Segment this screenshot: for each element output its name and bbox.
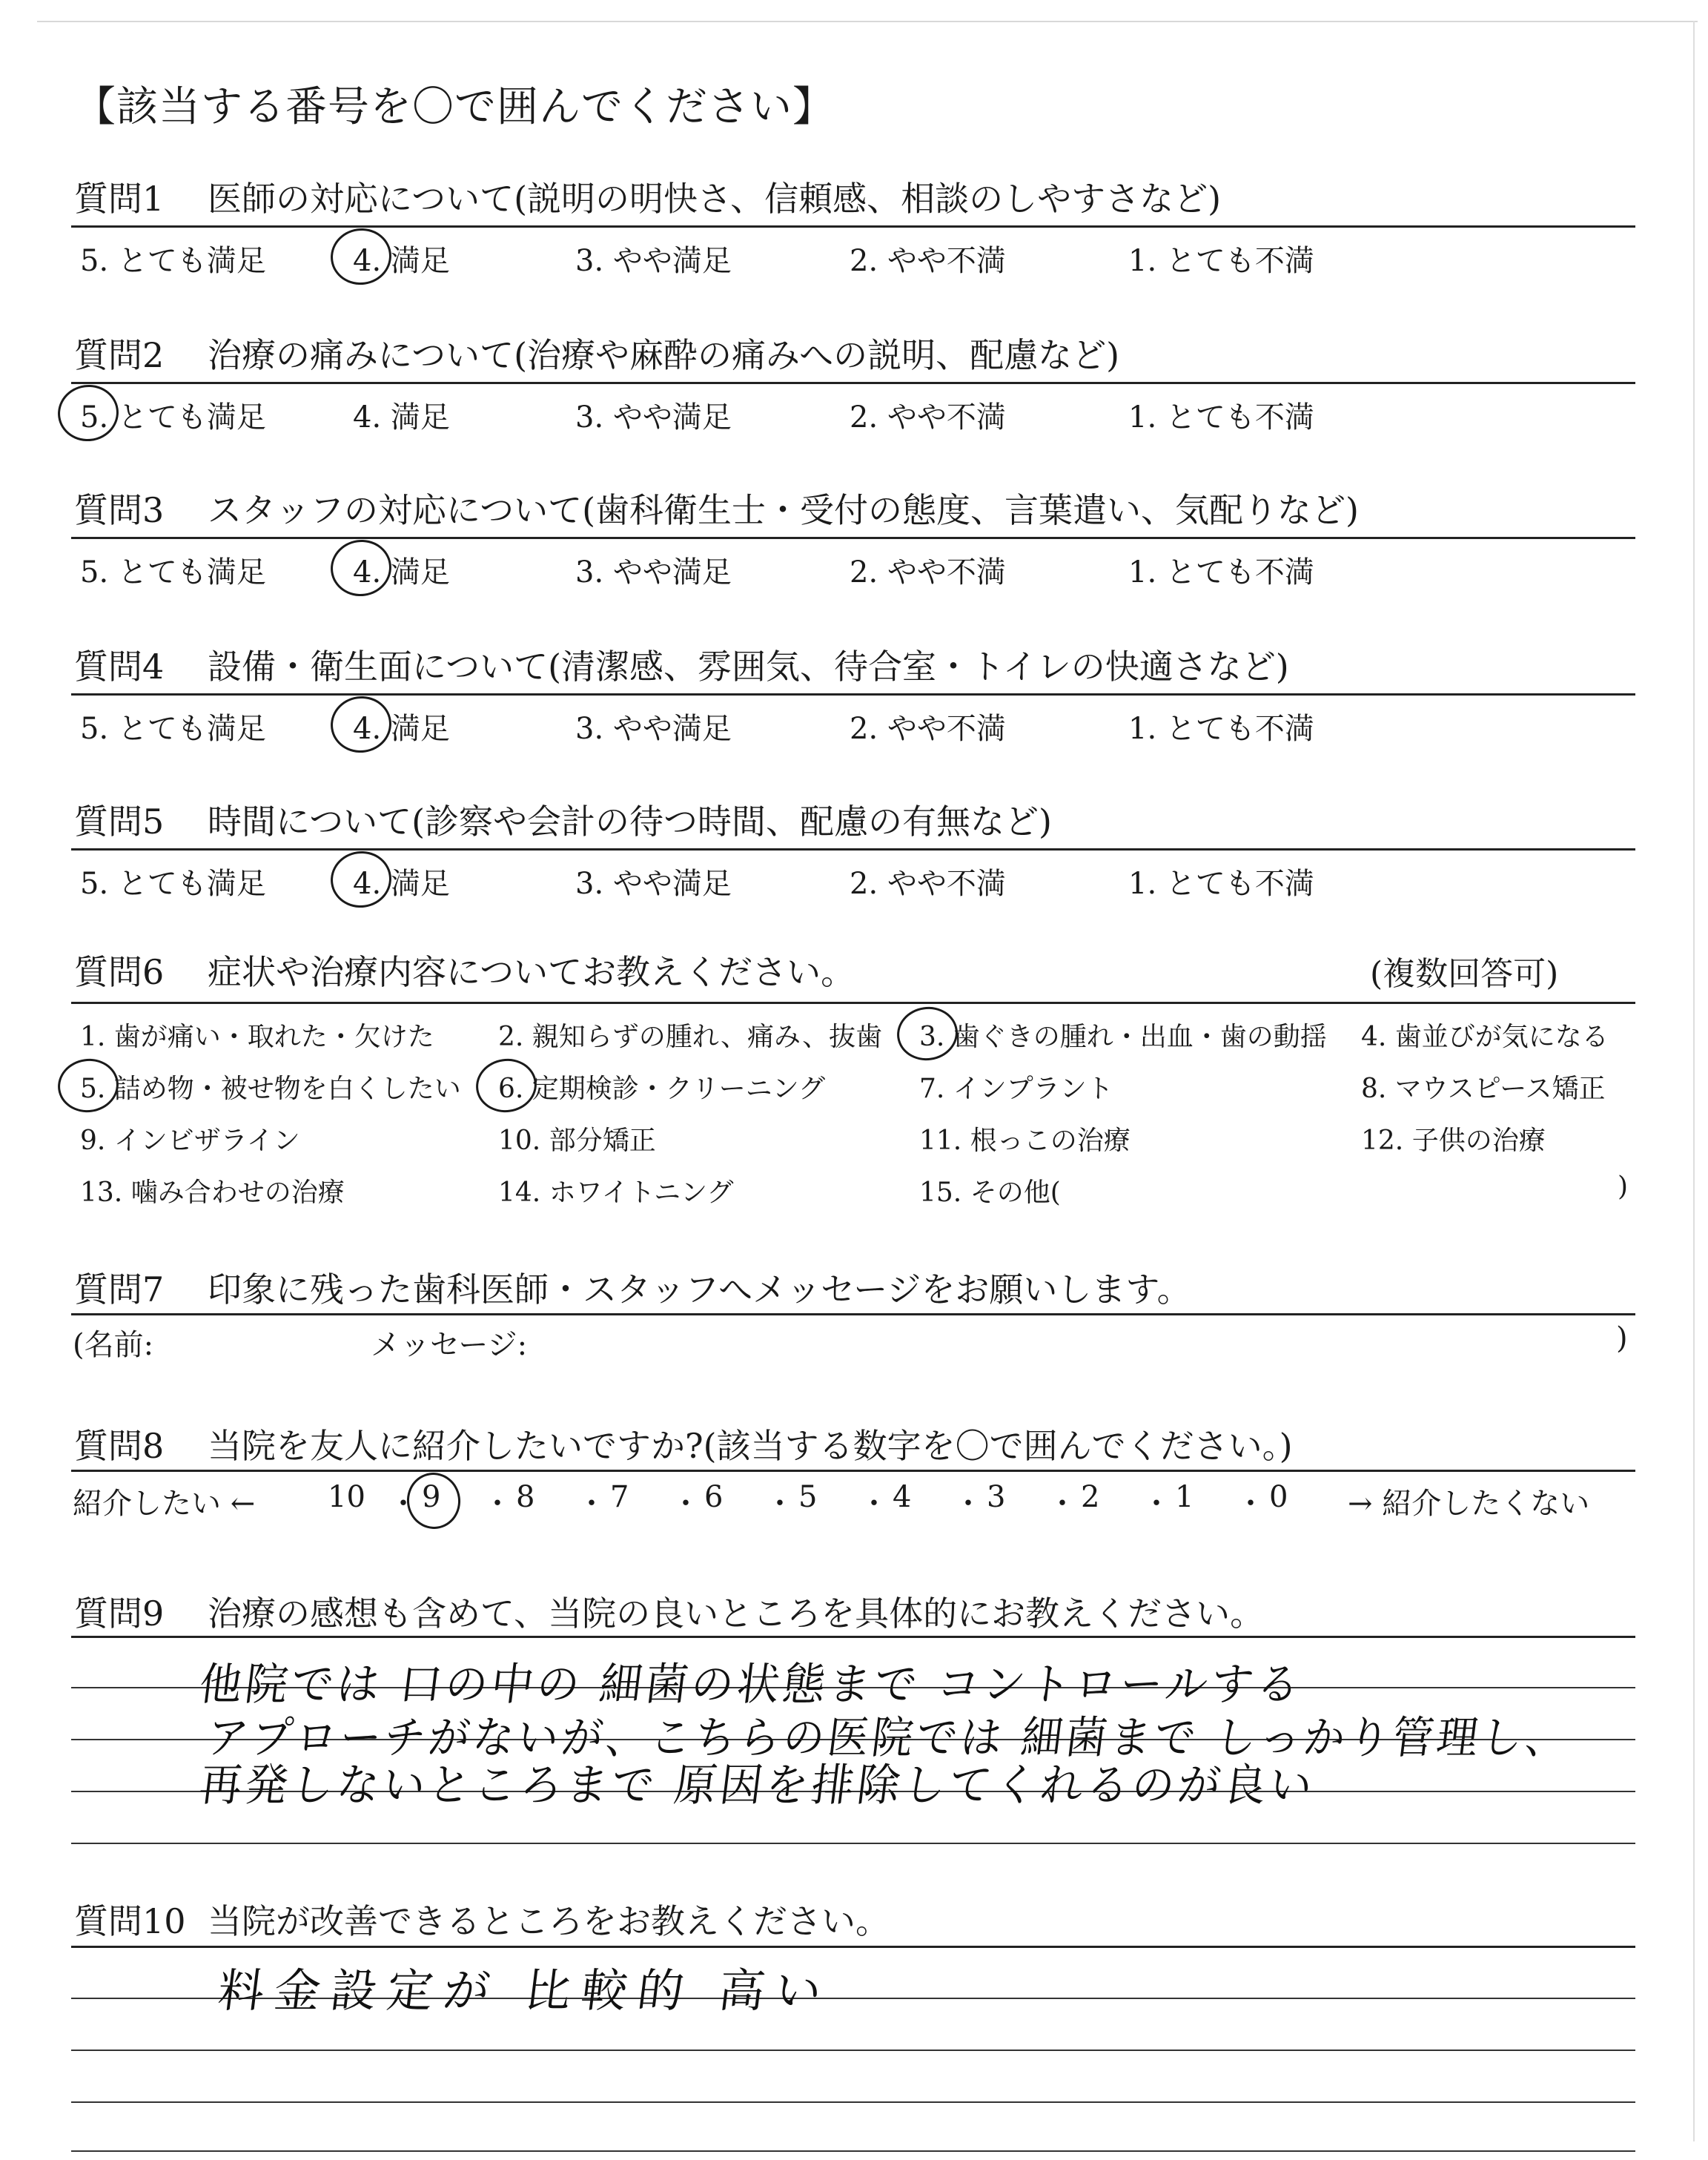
q8-title (74, 1419, 1293, 1468)
q1-option-1[interactable]: 1. とても不満 (1128, 244, 1314, 278)
q1-text: 医師の対応について(説明の明快さ、信頼感、相談のしやすさなど) (208, 179, 1222, 219)
q5-rule (71, 848, 1635, 851)
q6-option-2[interactable]: 2. 親知らずの腫れ、痛み、抜歯 (498, 1022, 883, 1052)
q3-option-5[interactable]: 5. とても満足 (80, 555, 266, 589)
q8-left-label: 紹介したい ← (73, 1487, 256, 1521)
q3-label: 質問3 (74, 490, 165, 530)
q10-label: 質問10 (74, 1901, 186, 1941)
q5-option-3[interactable]: 3. やや満足 (575, 867, 732, 901)
q1-label: 質問1 (74, 179, 165, 219)
q9-answer-line-1: 他院では 口の中の 細菌の状態まで コントロールする (196, 1659, 1306, 1711)
q10-answer-line-1: 料金設定が 比較的 高い (214, 1964, 835, 2018)
q5-label: 質問5 (74, 802, 165, 842)
q3-option-4[interactable]: 4. 満足 (353, 555, 450, 589)
q8-scale-10[interactable]: 10 (328, 1480, 365, 1514)
q1-option-5[interactable]: 5. とても満足 (80, 244, 266, 278)
q8-scale-separator: ・ (1142, 1487, 1171, 1521)
q6-option-5[interactable]: 5. 詰め物・被せ物を白くしたい (80, 1074, 461, 1104)
q8-right-label: → 紹介したくない (1348, 1487, 1590, 1521)
q6-note: (複数回答可) (1370, 955, 1559, 993)
q10-rule-1 (71, 1946, 1635, 1948)
q1-option-2[interactable]: 2. やや不満 (850, 244, 1006, 278)
q10-rule-4 (71, 2101, 1635, 2103)
q8-scale-separator: ・ (671, 1487, 701, 1521)
q3-option-3[interactable]: 3. やや満足 (575, 555, 732, 589)
q7-close: ) (1616, 1321, 1628, 1355)
q5-option-4[interactable]: 4. 満足 (353, 867, 450, 901)
q6-option-14[interactable]: 14. ホワイトニング (498, 1178, 734, 1208)
q8-scale-separator: ・ (1047, 1487, 1077, 1521)
q3-rule (71, 537, 1635, 539)
q9-rule-5 (71, 1843, 1635, 1844)
q6-label: 質問6 (74, 952, 165, 992)
q10-text: 当院が改善できるところをお教えください。 (208, 1901, 890, 1941)
q10-title (74, 1895, 890, 1943)
q5-option-1[interactable]: 1. とても不満 (1128, 867, 1314, 901)
q4-text: 設備・衛生面について(清潔感、雰囲気、待合室・トイレの快適さなど) (208, 647, 1289, 687)
q7-label: 質問7 (74, 1269, 165, 1309)
q8-scale-0[interactable]: 0 (1269, 1480, 1288, 1514)
q2-label: 質問2 (74, 335, 165, 375)
q8-scale-9[interactable]: 9 (422, 1480, 441, 1514)
q8-scale-3[interactable]: 3 (987, 1480, 1006, 1514)
q5-option-2[interactable]: 2. やや不満 (850, 867, 1006, 901)
q8-scale-6[interactable]: 6 (704, 1480, 724, 1514)
q8-scale-separator: ・ (953, 1487, 983, 1521)
q4-option-5[interactable]: 5. とても満足 (80, 712, 266, 746)
q2-option-4[interactable]: 4. 満足 (353, 400, 450, 435)
q5-title (74, 795, 1052, 844)
page-border-right (1693, 21, 1695, 2141)
q7-message-label: メッセージ: (371, 1328, 528, 1362)
q2-text: 治療の痛みについて(治療や麻酔の痛みへの説明、配慮など) (208, 335, 1120, 375)
q7-rule (71, 1313, 1635, 1315)
q8-scale-separator: ・ (577, 1487, 606, 1521)
q9-text: 治療の感想も含めて、当院の良いところを具体的にお教えください。 (208, 1593, 1265, 1634)
q7-text: 印象に残った歯科医師・スタッフへメッセージをお願いします。 (208, 1269, 1191, 1309)
page-border (37, 21, 1698, 22)
q9-rule-1 (71, 1636, 1635, 1638)
q4-title (74, 640, 1289, 689)
form-heading: 【該当する番号を〇で囲んでください】 (74, 83, 835, 131)
q10-rule-3 (71, 2050, 1635, 2051)
q6-option-10[interactable]: 10. 部分矯正 (498, 1126, 656, 1156)
q1-rule (71, 225, 1635, 228)
q8-scale-2[interactable]: 2 (1081, 1480, 1100, 1514)
q6-option-3[interactable]: 3. 歯ぐきの腫れ・出血・歯の動揺 (919, 1022, 1327, 1052)
q2-rule (71, 382, 1635, 384)
q6-option-4[interactable]: 4. 歯並びが気になる (1361, 1022, 1609, 1052)
q9-title (74, 1587, 1264, 1636)
q6-option-9[interactable]: 9. インビザライン (80, 1126, 300, 1156)
q6-option-11[interactable]: 11. 根っこの治療 (919, 1126, 1131, 1156)
q6-option-13[interactable]: 13. 噛み合わせの治療 (80, 1178, 345, 1208)
q5-text: 時間について(診察や会計の待つ時間、配慮の有無など) (208, 802, 1052, 842)
q2-title (74, 328, 1119, 377)
q4-label: 質問4 (74, 647, 165, 687)
q6-option-1[interactable]: 1. 歯が痛い・取れた・欠けた (80, 1022, 434, 1052)
q3-option-2[interactable]: 2. やや不満 (850, 555, 1006, 589)
q8-scale-separator: ・ (388, 1487, 418, 1521)
q6-option-8[interactable]: 8. マウスピース矯正 (1361, 1074, 1606, 1104)
q9-answer-line-3: 再発しないところまで 原因を排除してくれるのが良い (196, 1760, 1319, 1811)
q9-answer-line-2: アプローチがないが、こちらの医院では 細菌まで しっかり管理し、 (204, 1712, 1573, 1764)
q6-option-7[interactable]: 7. インプラント (919, 1074, 1113, 1104)
q5-option-5[interactable]: 5. とても満足 (80, 867, 266, 901)
q4-option-2[interactable]: 2. やや不満 (850, 712, 1006, 746)
q9-label: 質問9 (74, 1593, 165, 1634)
q8-scale-separator: ・ (483, 1487, 512, 1521)
q8-scale-4[interactable]: 4 (893, 1480, 912, 1514)
q3-text: スタッフの対応について(歯科衛生士・受付の態度、言葉遣い、気配りなど) (208, 490, 1359, 530)
q8-label: 質問8 (74, 1426, 165, 1466)
q6-option-6[interactable]: 6. 定期検診・クリーニング (498, 1074, 826, 1104)
q8-text: 当院を友人に紹介したいですか?(該当する数字を〇で囲んでください。) (208, 1426, 1293, 1466)
q2-option-5[interactable]: 5. とても満足 (80, 400, 266, 435)
q1-option-4[interactable]: 4. 満足 (353, 244, 450, 278)
q8-scale-7[interactable]: 7 (610, 1480, 629, 1514)
q6-option-15[interactable]: 15. その他( (919, 1178, 1061, 1208)
q6-other-close: ) (1618, 1172, 1629, 1202)
q2-option-2[interactable]: 2. やや不満 (850, 400, 1006, 435)
q8-scale-separator: ・ (1236, 1487, 1265, 1521)
q8-scale-8[interactable]: 8 (516, 1480, 535, 1514)
q1-option-3[interactable]: 3. やや満足 (575, 244, 732, 278)
q6-text: 症状や治療内容についてお教えください。 (208, 952, 855, 992)
q8-rule (71, 1470, 1635, 1472)
q6-rule (71, 1002, 1635, 1004)
q2-option-3[interactable]: 3. やや満足 (575, 400, 732, 435)
q8-scale-1[interactable]: 1 (1175, 1480, 1194, 1514)
q4-option-4[interactable]: 4. 満足 (353, 712, 450, 746)
q8-scale-separator: ・ (765, 1487, 795, 1521)
q4-option-1[interactable]: 1. とても不満 (1128, 712, 1314, 746)
q8-scale-5[interactable]: 5 (798, 1480, 818, 1514)
q4-option-3[interactable]: 3. やや満足 (575, 712, 732, 746)
q6-title (74, 945, 855, 994)
q3-title (74, 483, 1359, 532)
q2-option-1[interactable]: 1. とても不満 (1128, 400, 1314, 435)
q4-rule (71, 693, 1635, 696)
q1-title (74, 172, 1221, 221)
q8-scale-separator: ・ (859, 1487, 889, 1521)
q10-rule-5 (71, 2150, 1635, 2152)
q6-option-12[interactable]: 12. 子供の治療 (1361, 1126, 1546, 1156)
q3-option-1[interactable]: 1. とても不満 (1128, 555, 1314, 589)
q7-name-label: (名前: (73, 1328, 154, 1362)
q7-title (74, 1263, 1191, 1312)
